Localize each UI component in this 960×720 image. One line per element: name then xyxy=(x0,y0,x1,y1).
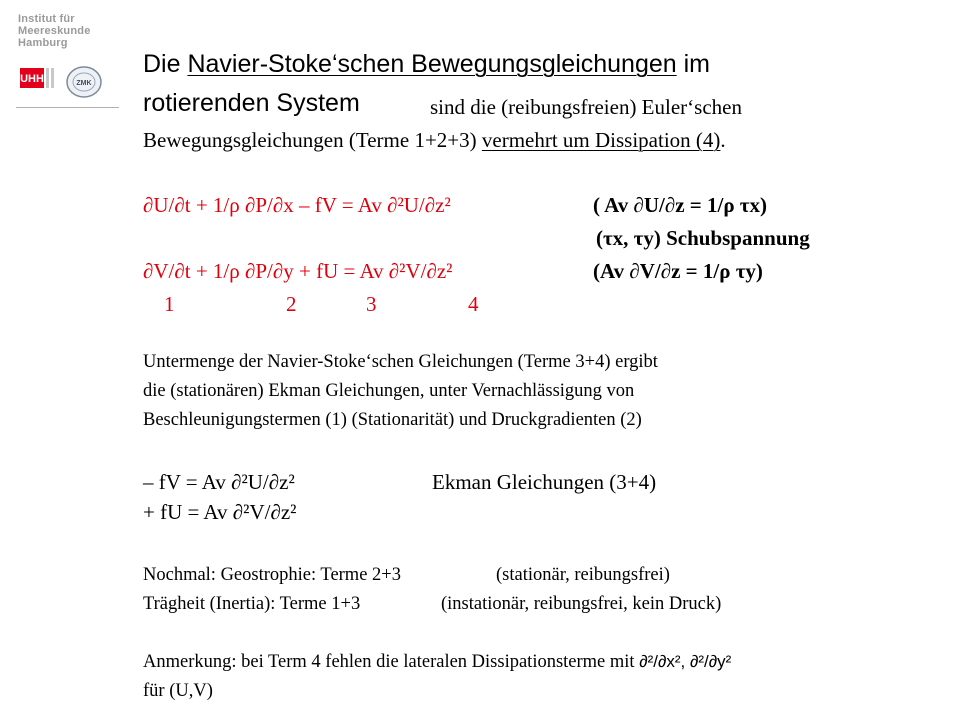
title-suffix: im xyxy=(676,50,710,78)
title-euler-text: sind die (reibungsfreien) Euler‘schen xyxy=(430,95,742,119)
title-line-2 xyxy=(143,89,360,118)
geostrophy-detail: (stationär, reibungsfrei) xyxy=(496,565,670,585)
title-prefix: Die xyxy=(143,50,188,78)
note-line-1 xyxy=(143,652,731,673)
paragraph-line: die (stationären) Ekman Gleichungen, unter Vernachlässigung von xyxy=(143,381,635,401)
institute-name xyxy=(18,13,118,49)
note-text: Anmerkung: bei Term 4 fehlen die lateralen Dissipationsterme mit xyxy=(143,652,640,672)
equation-u-note: ( Av ∂U/∂z = 1/ρ τx) xyxy=(593,193,767,217)
ekman-label: Ekman Gleichungen (3+4) xyxy=(432,470,657,494)
inertia-detail: (instationär, reibungsfrei, kein Druck) xyxy=(441,594,722,614)
title-dissipation: vermehrt um Dissipation (4) xyxy=(481,128,721,152)
note-line-2: für (U,V) xyxy=(143,681,213,701)
zmk-logo-text: ZMK xyxy=(76,80,92,87)
equation-v: ∂V/∂t + 1/ρ ∂P/∂y + fU = Av ∂²V/∂z² xyxy=(143,259,453,283)
stress-note: (τx, τy) Schubspannung xyxy=(596,226,810,250)
inertia-label: Trägheit (Inertia): Terme 1+3 xyxy=(143,594,361,614)
term-number-3: 3 xyxy=(366,292,377,316)
ekman-equation-2: + fU = Av ∂²V/∂z² xyxy=(143,500,297,524)
uhh-logo xyxy=(20,62,60,102)
paragraph-line: Untermenge der Navier-Stoke‘schen Gleichungen (Terme 3+4) ergibt xyxy=(143,352,658,372)
institute-name-line: Hamburg xyxy=(18,37,68,49)
equation-u: ∂U/∂t + 1/ρ ∂P/∂x – fV = Av ∂²U/∂z² xyxy=(143,193,451,217)
paragraph-line: Beschleunigungstermen (1) (Stationarität) und Druckgradienten (2) xyxy=(143,410,642,430)
title-rotating-system: rotierenden System xyxy=(143,89,360,117)
sidebar-divider xyxy=(16,107,119,108)
title-line-3 xyxy=(143,128,726,153)
title-underlined: Navier-Stoke‘schen Bewegungsgleichungen xyxy=(187,50,677,78)
title-terms: Bewegungsgleichungen (Terme 1+2+3) xyxy=(143,128,482,152)
note-math: ∂²/∂x², ∂²/∂y² xyxy=(639,652,732,671)
institute-name-line: Meereskunde xyxy=(18,25,91,37)
equation-v-note: (Av ∂V/∂z = 1/ρ τy) xyxy=(593,259,763,283)
term-number-4: 4 xyxy=(468,292,479,316)
title-line-1 xyxy=(143,50,710,79)
geostrophy-label: Nochmal: Geostrophie: Terme 2+3 xyxy=(143,565,401,585)
ekman-equation-1: – fV = Av ∂²U/∂z² xyxy=(143,470,295,494)
term-number-2: 2 xyxy=(286,292,297,316)
uhh-logo-text: UHH xyxy=(20,73,44,85)
institute-name-line: Institut für xyxy=(18,13,75,25)
term-number-1: 1 xyxy=(164,292,175,316)
title-line-2-tail xyxy=(430,95,742,120)
title-period: . xyxy=(720,128,726,152)
zmk-logo xyxy=(64,64,104,100)
